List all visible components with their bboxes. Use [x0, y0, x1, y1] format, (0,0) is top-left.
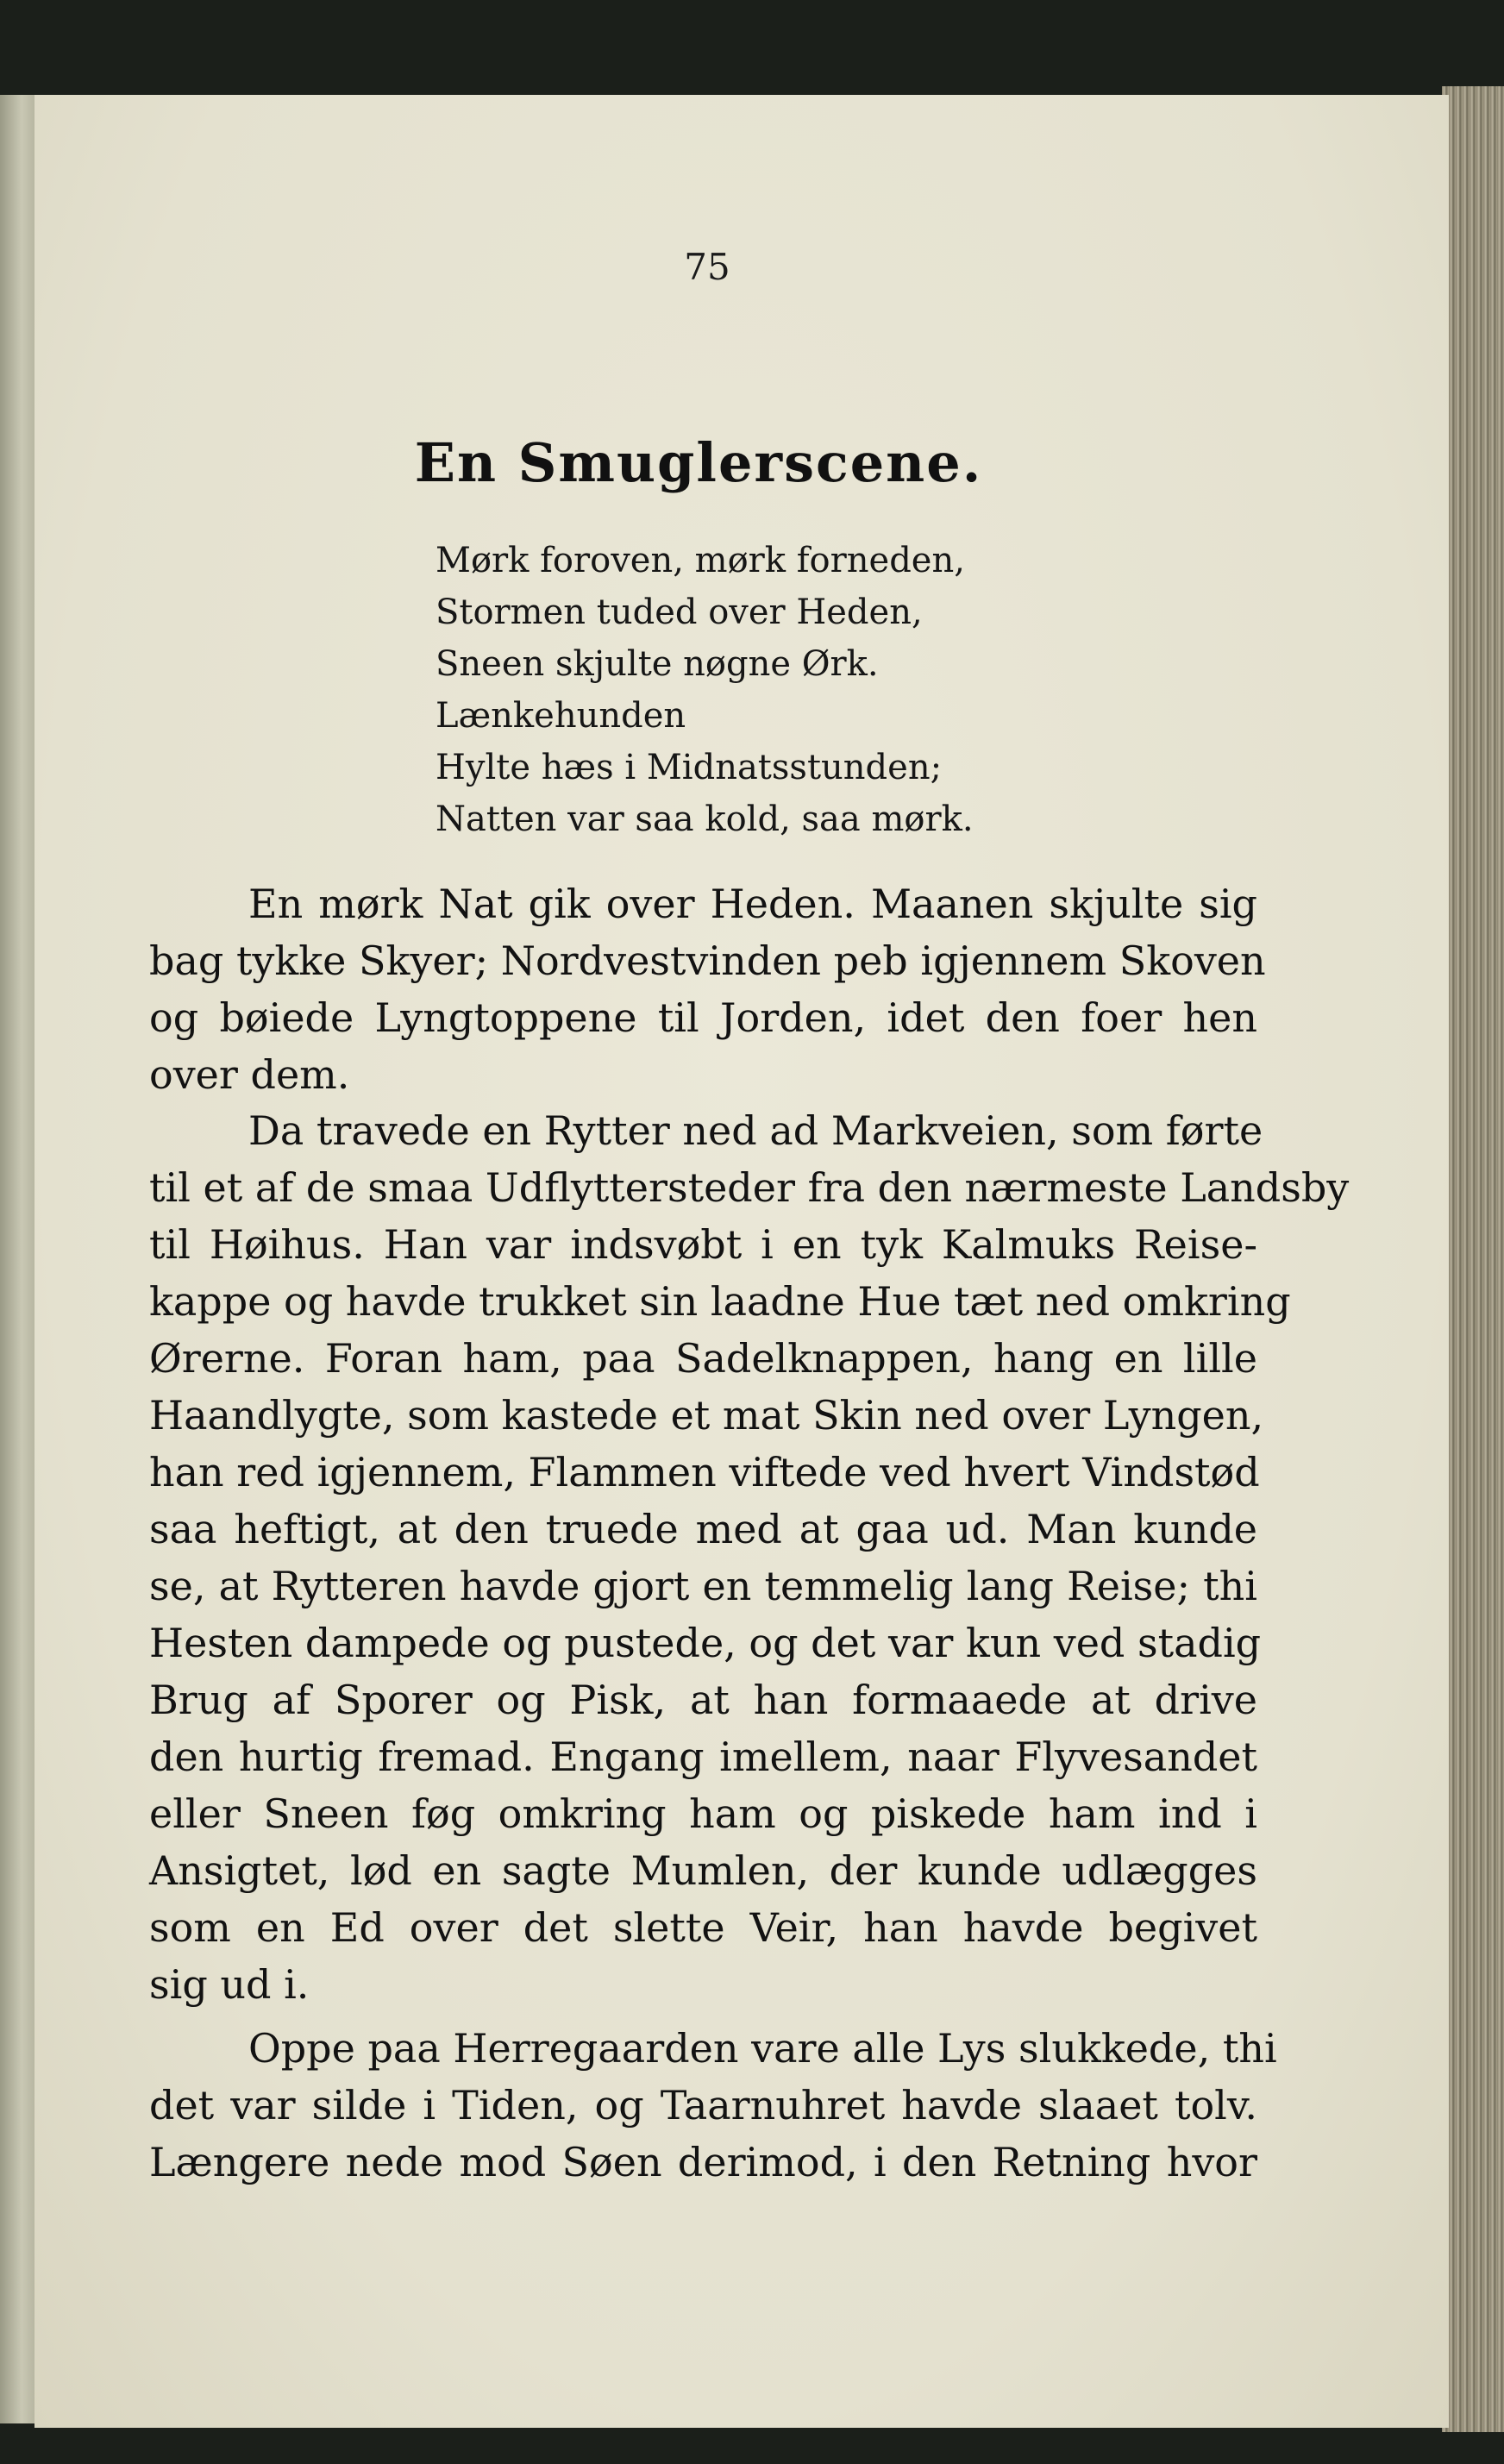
page-number: 75 — [684, 246, 730, 288]
text-line: den hurtig fremad. Engang imellem, naar Flyvesandet — [149, 1734, 1257, 1780]
book-block-edge — [1442, 86, 1504, 2432]
poem-line: Lænkehunden — [436, 696, 686, 736]
text-line: Brug af Sporer og Pisk, at han formaaede at drive — [149, 1677, 1257, 1723]
poem-line: Natten var saa kold, saa mørk. — [436, 799, 974, 839]
chapter-title: En Smuglerscene. — [414, 431, 983, 494]
poem-line: Sneen skjulte nøgne Ørk. — [436, 644, 879, 684]
text-line: til Høihus. Han var indsvøbt i en tyk Kalmuks Reise- — [149, 1221, 1257, 1268]
text-line: Haandlygte, som kastede et mat Skin ned over Lyngen, — [149, 1392, 1264, 1439]
text-line: eller Sneen føg omkring ham og piskede ham ind i — [149, 1790, 1257, 1837]
text-line: over dem. — [149, 1051, 350, 1098]
text-line: det var silde i Tiden, og Taarnuhret havde slaaet tolv. — [149, 2082, 1257, 2129]
text-line: bag tykke Skyer; Nordvestvinden peb igjennem Skoven — [149, 937, 1266, 984]
text-line: En mørk Nat gik over Heden. Maanen skjulte sig — [248, 881, 1257, 927]
text-line: kappe og havde trukket sin laadne Hue tæt ned omkring — [149, 1278, 1291, 1325]
text-line: Oppe paa Herregaarden vare alle Lys slukkede, thi — [248, 2025, 1277, 2072]
body-paragraph — [149, 875, 1266, 1103]
text-line: Da travede en Rytter ned ad Markveien, som førte — [248, 1107, 1263, 1154]
body-paragraph — [149, 2020, 1277, 2191]
poem-stanza — [436, 535, 1212, 845]
text-line: som en Ed over det slette Veir, han havde begivet — [149, 1904, 1257, 1951]
text-line: Ansigtet, lød en sagte Mumlen, der kunde udlægges — [149, 1847, 1257, 1894]
text-line: sig ud i. — [149, 1961, 310, 2008]
poem-line: Stormen tuded over Heden, — [436, 592, 923, 632]
text-line: til et af de smaa Udflyttersteder fra den nærmeste Landsby — [149, 1164, 1350, 1211]
text-line: og bøiede Lyngtoppene til Jorden, idet den foer hen — [149, 994, 1257, 1041]
poem-line: Mørk foroven, mørk forneden, — [436, 541, 965, 580]
text-line: Længere nede mod Søen derimod, i den Retning hvor — [149, 2139, 1257, 2185]
previous-page-edge — [0, 95, 36, 2423]
text-line: saa heftigt, at den truede med at gaa ud. Man kunde — [149, 1506, 1257, 1552]
text-line: se, at Rytteren havde gjort en temmelig lang Reise; thi — [149, 1563, 1257, 1609]
text-line: han red igjennem, Flammen viftede ved hvert Vindstød — [149, 1449, 1260, 1495]
text-line: Hesten dampede og pustede, og det var kun ved stadig — [149, 1620, 1262, 1666]
body-paragraph — [149, 1102, 1350, 2013]
poem-line: Hylte hæs i Midnatsstunden; — [436, 748, 943, 787]
text-line: Ørerne. Foran ham, paa Sadelknappen, hang en lille — [149, 1335, 1257, 1382]
